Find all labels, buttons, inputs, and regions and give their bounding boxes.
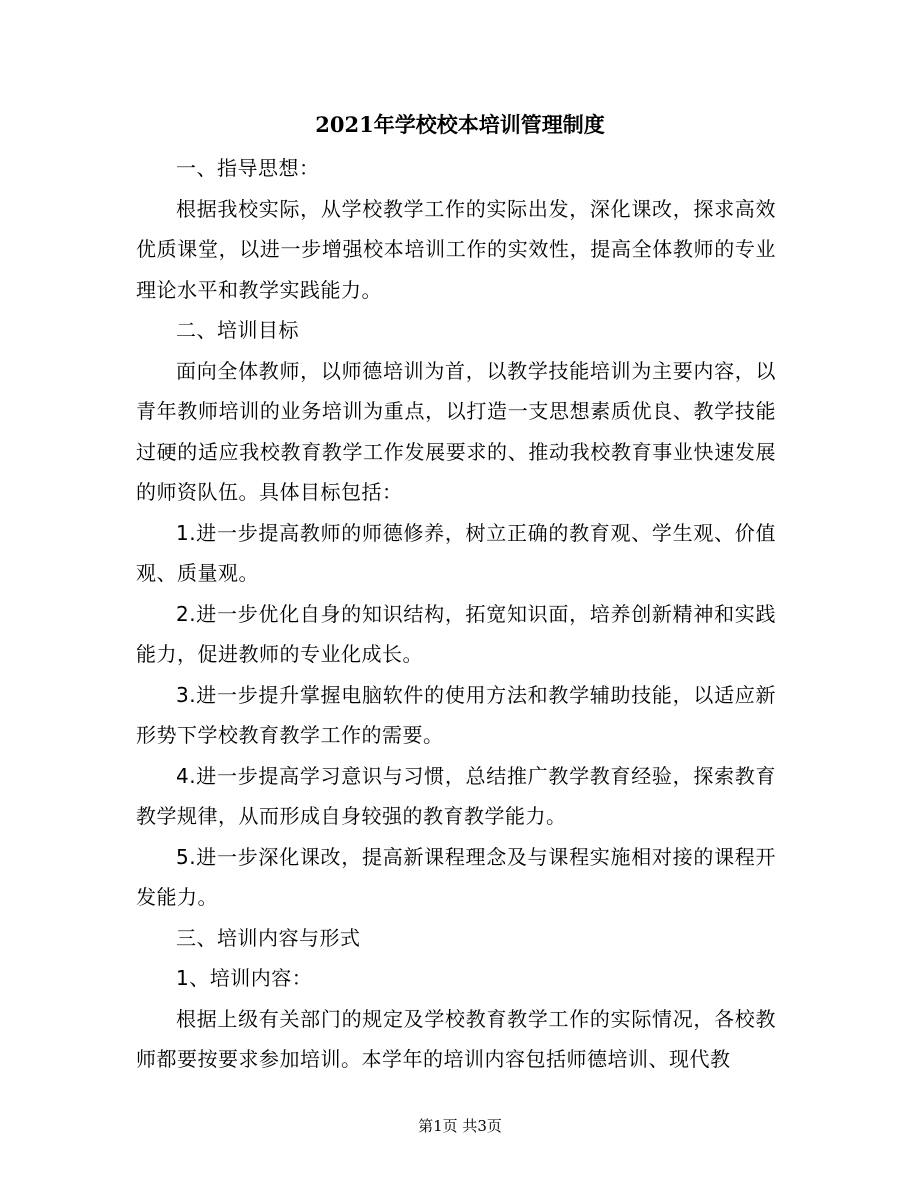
goal-item-3: 3.进一步提升掌握电脑软件的使用方法和教学辅助技能，以适应新形势下学校教育教学工作的需要。 bbox=[136, 682, 776, 747]
subheading-training-content: 1、培训内容： bbox=[176, 966, 313, 990]
section-heading-content-and-form: 三、培训内容与形式 bbox=[176, 925, 361, 950]
paragraph-training-goals: 面向全体教师，以师德培训为首，以教学技能培训为主要内容，以青年教师培训的业务培训为重点，以打造一支思想素质优良、教学技能过硬的适应我校教育教学工作发展要求的、推动我校教育事业快速发展的师资队伍。具体目标包括： bbox=[136, 358, 776, 504]
section-heading-guiding-ideology: 一、指导思想： bbox=[176, 156, 320, 180]
section-heading-training-goals: 二、培训目标 bbox=[176, 318, 299, 342]
goal-item-1: 1.进一步提高教师的师德修养，树立正确的教育观、学生观、价值观、质量观。 bbox=[136, 520, 776, 585]
goal-item-5: 5.进一步深化课改，提高新课程理念及与课程实施相对接的课程开发能力。 bbox=[136, 844, 776, 909]
page-footer: 第1页 共3页 bbox=[418, 1117, 502, 1135]
document-body bbox=[136, 148, 776, 1080]
paragraph-guiding-ideology: 根据我校实际，从学校教学工作的实际出发，深化课改，探求高效优质课堂，以进一步增强校本培训工作的实效性，提高全体教师的专业理论水平和教学实践能力。 bbox=[136, 196, 776, 302]
goal-item-2: 2.进一步优化自身的知识结构，拓宽知识面，培养创新精神和实践能力，促进教师的专业化成长。 bbox=[136, 601, 776, 666]
document-title: 2021年学校校本培训管理制度 bbox=[315, 112, 605, 137]
paragraph-training-content: 根据上级有关部门的规定及学校教育教学工作的实际情况，各校教师都要按要求参加培训。本学年的培训内容包括师德培训、现代教 bbox=[136, 1006, 776, 1071]
goal-item-4: 4.进一步提高学习意识与习惯，总结推广教学教育经验，探索教育教学规律，从而形成自身较强的教育教学能力。 bbox=[136, 763, 776, 828]
